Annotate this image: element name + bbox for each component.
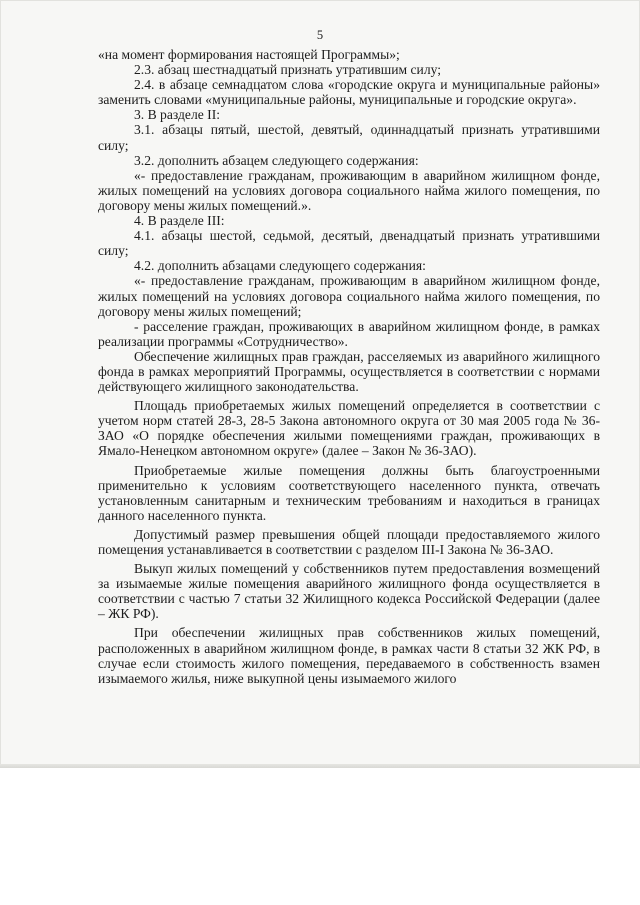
paragraph: 3.1. абзацы пятый, шестой, девятый, одиннадцатый признать утратившими силу; xyxy=(98,122,600,153)
paragraph: Допустимый размер превышения общей площади предоставляемого жилого помещения устанавливается в соответствии с разделом III-I Закона № 36-ЗАО. xyxy=(98,526,600,557)
paragraph: 3. В разделе II: xyxy=(134,107,221,123)
document-body xyxy=(98,47,600,686)
paragraph: Выкуп жилых помещений у собственников путем предоставления возмещений за изымаемые жилые помещения аварийного жилищного фонда осуществляется в соответствии с частью 7 статьи 32 Жилищного кодекса Российской Федерации (далее – ЖК РФ). xyxy=(98,561,600,622)
paragraph: - расселение граждан, проживающих в аварийном жилищном фонде, в рамках реализации программы «Сотрудничество». xyxy=(98,318,600,349)
paragraph: 3.2. дополнить абзацем следующего содержания: xyxy=(134,152,419,168)
paragraph: 2.4. в абзаце семнадцатом слова «городские округа и муниципальные районы» заменить словами «муниципальные районы, муниципальные и городские округа». xyxy=(98,77,600,108)
paragraph: Площадь приобретаемых жилых помещений определяется в соответствии с учетом норм статей 28-3, 28-5 Закона автономного округа от 30 мая 2005 года № 36-ЗАО «О порядке обеспечения жилыми помещениями граждан, проживающих в Ямало-Ненецком автономном округе» (далее – Закон № 36-ЗАО). xyxy=(98,398,600,459)
paragraph: Приобретаемые жилые помещения должны быть благоустроенными применительно к условиям соответствующего населенного пункта, отвечать установленным санитарным и техническим требованиям и находиться в границах данного населенного пункта. xyxy=(98,462,600,523)
page-number: 5 xyxy=(316,28,324,42)
paragraph: 4.2. дополнить абзацами следующего содержания: xyxy=(134,258,426,274)
paragraph: «- предоставление гражданам, проживающим в аварийном жилищном фонде, жилых помещений на условиях договора социального найма жилого помещения, по договору мены жилых помещений.». xyxy=(98,167,600,213)
paragraph: При обеспечении жилищных прав собственников жилых помещений, расположенных в аварийном жилищном фонде, в рамках части 8 статьи 32 ЖК РФ, в случае если стоимость жилого помещения, передаваемого в собственность взамен изымаемого жилья, ниже выкупной цены изымаемого жилого xyxy=(98,625,600,686)
paragraph: «на момент формирования настоящей Программы»; xyxy=(98,47,400,62)
paragraph: Обеспечение жилищных прав граждан, расселяемых из аварийного жилищного фонда в рамках мероприятий Программы, осуществляется в соответствии с нормами действующего жилищного законодательства. xyxy=(98,348,600,395)
paragraph: 4.1. абзацы шестой, седьмой, десятый, двенадцатый признать утратившими силу; xyxy=(98,228,600,259)
paragraph: 2.3. абзац шестнадцатый признать утратившим силу; xyxy=(134,62,442,78)
paragraph: «- предоставление гражданам, проживающим в аварийном жилищном фонде, жилых помещений на условиях договора социального найма жилого помещения, по договору мены жилых помещений; xyxy=(98,273,600,319)
paragraph: 4. В разделе III: xyxy=(134,213,225,229)
